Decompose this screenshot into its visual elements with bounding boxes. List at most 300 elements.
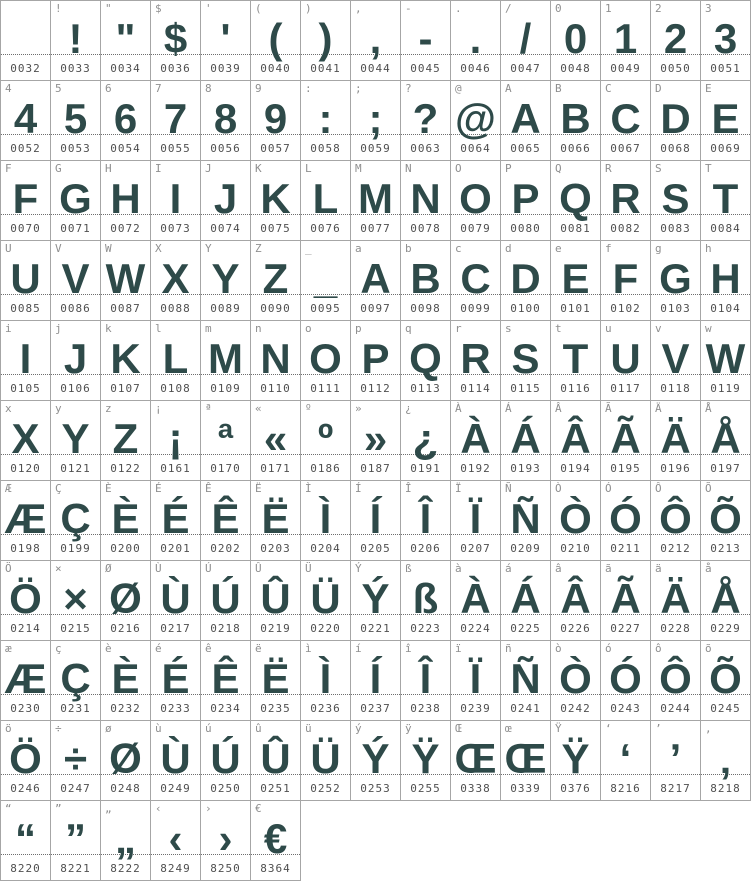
cell-char-label: ù bbox=[155, 722, 162, 735]
cell-char-label: ë bbox=[255, 642, 262, 655]
cell-char-label: L bbox=[305, 162, 312, 175]
baseline-guide bbox=[501, 214, 550, 215]
cell-code: 0225 bbox=[510, 622, 541, 635]
char-cell: @ @ 0064 bbox=[451, 81, 501, 161]
cell-code: 0111 bbox=[310, 382, 341, 395]
cell-char-label: » bbox=[355, 402, 362, 415]
cell-char-label: Í bbox=[355, 482, 362, 495]
char-cell: » » 0187 bbox=[351, 401, 401, 481]
baseline-guide bbox=[551, 374, 600, 375]
cell-code: 8250 bbox=[210, 862, 241, 875]
char-cell: é É 0233 bbox=[151, 641, 201, 721]
baseline-guide bbox=[551, 214, 600, 215]
cell-char-label: U bbox=[5, 242, 12, 255]
baseline-guide bbox=[1, 454, 50, 455]
baseline-guide bbox=[501, 134, 550, 135]
char-cell: ý Ý 0253 bbox=[351, 721, 401, 801]
cell-code: 0215 bbox=[60, 622, 91, 635]
cell-code: 0193 bbox=[510, 462, 541, 475]
char-cell: ‹ ‹ 8249 bbox=[151, 801, 201, 881]
cell-code: 0203 bbox=[260, 542, 291, 555]
char-cell: Ý Ý 0221 bbox=[351, 561, 401, 641]
char-cell: t T 0116 bbox=[551, 321, 601, 401]
cell-code: 0056 bbox=[210, 142, 241, 155]
cell-char-label: W bbox=[105, 242, 112, 255]
cell-char-label: B bbox=[555, 82, 562, 95]
cell-code: 0118 bbox=[660, 382, 691, 395]
cell-char-label: ( bbox=[255, 2, 262, 15]
cell-char-label: 8 bbox=[205, 82, 212, 95]
char-cell: û Û 0251 bbox=[251, 721, 301, 801]
char-cell: 0 0 0048 bbox=[551, 1, 601, 81]
cell-char-label: g bbox=[655, 242, 662, 255]
cell-char-label: ç bbox=[55, 642, 62, 655]
char-cell: õ Õ 0245 bbox=[701, 641, 751, 721]
baseline-guide bbox=[1, 374, 50, 375]
char-cell: Ì Ì 0204 bbox=[301, 481, 351, 561]
cell-char-label: Õ bbox=[705, 482, 712, 495]
baseline-guide bbox=[251, 694, 300, 695]
baseline-guide bbox=[151, 214, 200, 215]
baseline-guide bbox=[151, 614, 200, 615]
cell-code: 0100 bbox=[510, 302, 541, 315]
char-cell: _ _ 0095 bbox=[301, 241, 351, 321]
baseline-guide bbox=[451, 774, 500, 775]
baseline-guide bbox=[101, 374, 150, 375]
cell-code: 0055 bbox=[160, 142, 191, 155]
cell-char-label: ú bbox=[205, 722, 212, 735]
baseline-guide bbox=[351, 454, 400, 455]
cell-code: 0250 bbox=[210, 782, 241, 795]
baseline-guide bbox=[551, 294, 600, 295]
char-cell: ì Ì 0236 bbox=[301, 641, 351, 721]
cell-char-label: R bbox=[605, 162, 612, 175]
cell-char-label: Ø bbox=[105, 562, 112, 575]
baseline-guide bbox=[351, 294, 400, 295]
cell-code: 0046 bbox=[460, 62, 491, 75]
cell-code: 0230 bbox=[10, 702, 41, 715]
cell-char-label: î bbox=[405, 642, 412, 655]
baseline-guide bbox=[601, 134, 650, 135]
baseline-guide bbox=[351, 534, 400, 535]
char-cell: c C 0099 bbox=[451, 241, 501, 321]
cell-code: 0246 bbox=[10, 782, 41, 795]
cell-char-label: Ë bbox=[255, 482, 262, 495]
cell-char-label: l bbox=[155, 322, 162, 335]
baseline-guide bbox=[201, 134, 250, 135]
cell-char-label: º bbox=[305, 402, 312, 415]
baseline-guide bbox=[551, 614, 600, 615]
baseline-guide bbox=[101, 294, 150, 295]
baseline-guide bbox=[151, 774, 200, 775]
char-cell: " " 0034 bbox=[101, 1, 151, 81]
char-cell: É É 0201 bbox=[151, 481, 201, 561]
char-cell: ä Ä 0228 bbox=[651, 561, 701, 641]
baseline-guide bbox=[1, 534, 50, 535]
char-cell: ñ Ñ 0241 bbox=[501, 641, 551, 721]
baseline-guide bbox=[201, 614, 250, 615]
cell-code: 0034 bbox=[110, 62, 141, 75]
cell-code: 0033 bbox=[60, 62, 91, 75]
char-cell: Ö Ö 0214 bbox=[1, 561, 51, 641]
cell-code: 0048 bbox=[560, 62, 591, 75]
baseline-guide bbox=[201, 774, 250, 775]
cell-code: 0121 bbox=[60, 462, 91, 475]
cell-char-label: y bbox=[55, 402, 62, 415]
baseline-guide bbox=[301, 534, 350, 535]
cell-code: 0245 bbox=[710, 702, 741, 715]
char-cell: ' ' 0039 bbox=[201, 1, 251, 81]
cell-char-label: v bbox=[655, 322, 662, 335]
baseline-guide bbox=[701, 294, 750, 295]
cell-code: 0066 bbox=[560, 142, 591, 155]
cell-code: 0237 bbox=[360, 702, 391, 715]
baseline-guide bbox=[151, 54, 200, 55]
baseline-guide bbox=[51, 774, 100, 775]
char-cell: ” ” 8221 bbox=[51, 801, 101, 881]
cell-char-label: i bbox=[5, 322, 12, 335]
cell-char-label: ý bbox=[355, 722, 362, 735]
cell-char-label: , bbox=[355, 2, 362, 15]
cell-code: 0097 bbox=[360, 302, 391, 315]
cell-code: 8216 bbox=[610, 782, 641, 795]
cell-char-label: x bbox=[5, 402, 12, 415]
char-cell: ü Ü 0252 bbox=[301, 721, 351, 801]
cell-code: 0054 bbox=[110, 142, 141, 155]
char-cell: y Y 0121 bbox=[51, 401, 101, 481]
char-cell: w W 0119 bbox=[701, 321, 751, 401]
char-cell: Ñ Ñ 0209 bbox=[501, 481, 551, 561]
char-cell: ÷ ÷ 0247 bbox=[51, 721, 101, 801]
char-cell: Ê Ê 0202 bbox=[201, 481, 251, 561]
char-cell: “ “ 8220 bbox=[1, 801, 51, 881]
cell-char-label: t bbox=[555, 322, 562, 335]
cell-char-label: p bbox=[355, 322, 362, 335]
char-cell: V V 0086 bbox=[51, 241, 101, 321]
cell-code: 0204 bbox=[310, 542, 341, 555]
baseline-guide bbox=[251, 454, 300, 455]
baseline-guide bbox=[351, 694, 400, 695]
cell-char-label: ø bbox=[105, 722, 112, 735]
cell-code: 0120 bbox=[10, 462, 41, 475]
cell-char-label: - bbox=[405, 2, 412, 15]
char-cell: ? ? 0063 bbox=[401, 81, 451, 161]
cell-char-label: ñ bbox=[505, 642, 512, 655]
cell-char-label: ? bbox=[405, 82, 412, 95]
cell-code: 0059 bbox=[360, 142, 391, 155]
cell-code: 0057 bbox=[260, 142, 291, 155]
cell-code: 0081 bbox=[560, 222, 591, 235]
cell-char-label: ü bbox=[305, 722, 312, 735]
baseline-guide bbox=[401, 54, 450, 55]
baseline-guide bbox=[151, 134, 200, 135]
cell-char-label: h bbox=[705, 242, 712, 255]
baseline-guide bbox=[151, 694, 200, 695]
baseline-guide bbox=[651, 694, 700, 695]
baseline-guide bbox=[151, 534, 200, 535]
char-cell: æ Æ 0230 bbox=[1, 641, 51, 721]
cell-code: 0104 bbox=[710, 302, 741, 315]
cell-code: 0090 bbox=[260, 302, 291, 315]
cell-char-label: Ä bbox=[655, 402, 662, 415]
char-cell: , , 0044 bbox=[351, 1, 401, 81]
char-cell: ô Ô 0244 bbox=[651, 641, 701, 721]
char-cell: B B 0066 bbox=[551, 81, 601, 161]
baseline-guide bbox=[201, 214, 250, 215]
cell-char-label: " bbox=[105, 2, 112, 15]
char-cell: 2 2 0050 bbox=[651, 1, 701, 81]
baseline-guide bbox=[201, 294, 250, 295]
cell-code: 0075 bbox=[260, 222, 291, 235]
cell-char-label: ‚ bbox=[705, 722, 712, 735]
char-cell: S S 0083 bbox=[651, 161, 701, 241]
cell-char-label: o bbox=[305, 322, 312, 335]
cell-char-label: À bbox=[455, 402, 462, 415]
cell-char-label: « bbox=[255, 402, 262, 415]
cell-char-label: N bbox=[405, 162, 412, 175]
cell-char-label: D bbox=[655, 82, 662, 95]
baseline-guide bbox=[701, 374, 750, 375]
cell-code: 0070 bbox=[10, 222, 41, 235]
baseline-guide bbox=[251, 854, 300, 855]
char-cell: Ø Ø 0216 bbox=[101, 561, 151, 641]
baseline-guide bbox=[651, 454, 700, 455]
char-cell: K K 0075 bbox=[251, 161, 301, 241]
cell-code: 0087 bbox=[110, 302, 141, 315]
char-cell: n N 0110 bbox=[251, 321, 301, 401]
char-cell: - - 0045 bbox=[401, 1, 451, 81]
baseline-guide bbox=[351, 774, 400, 775]
cell-char-label: u bbox=[605, 322, 612, 335]
cell-code: 0053 bbox=[60, 142, 91, 155]
baseline-guide bbox=[51, 854, 100, 855]
baseline-guide bbox=[201, 534, 250, 535]
char-cell: œ Œ 0339 bbox=[501, 721, 551, 801]
cell-char-label: ª bbox=[205, 402, 212, 415]
baseline-guide bbox=[401, 294, 450, 295]
cell-code: 8222 bbox=[110, 862, 141, 875]
cell-code: 0191 bbox=[410, 462, 441, 475]
baseline-guide bbox=[701, 214, 750, 215]
baseline-guide bbox=[401, 214, 450, 215]
baseline-guide bbox=[101, 454, 150, 455]
baseline-guide bbox=[551, 134, 600, 135]
baseline-guide bbox=[501, 294, 550, 295]
baseline-guide bbox=[351, 374, 400, 375]
baseline-guide bbox=[251, 214, 300, 215]
char-cell: Ô Ô 0212 bbox=[651, 481, 701, 561]
cell-code: 0101 bbox=[560, 302, 591, 315]
char-cell: Ç Ç 0199 bbox=[51, 481, 101, 561]
baseline-guide bbox=[351, 54, 400, 55]
baseline-guide bbox=[301, 774, 350, 775]
cell-char-label: Ö bbox=[5, 562, 12, 575]
char-cell: l L 0108 bbox=[151, 321, 201, 401]
cell-code: 0236 bbox=[310, 702, 341, 715]
char-cell: Å Å 0197 bbox=[701, 401, 751, 481]
char-cell: d D 0100 bbox=[501, 241, 551, 321]
char-cell: ( ( 0040 bbox=[251, 1, 301, 81]
baseline-guide bbox=[701, 54, 750, 55]
cell-code: 0212 bbox=[660, 542, 691, 555]
cell-code: 0199 bbox=[60, 542, 91, 555]
char-cell: E E 0069 bbox=[701, 81, 751, 161]
cell-code: 0248 bbox=[110, 782, 141, 795]
baseline-guide bbox=[201, 374, 250, 375]
char-cell: ’ ’ 8217 bbox=[651, 721, 701, 801]
cell-code: 0197 bbox=[710, 462, 741, 475]
baseline-guide bbox=[651, 374, 700, 375]
cell-code: 0067 bbox=[610, 142, 641, 155]
char-cell: R R 0082 bbox=[601, 161, 651, 241]
cell-code: 0217 bbox=[160, 622, 191, 635]
char-cell: Q Q 0081 bbox=[551, 161, 601, 241]
cell-code: 0122 bbox=[110, 462, 141, 475]
cell-char-label: d bbox=[505, 242, 512, 255]
cell-char-label: 5 bbox=[55, 82, 62, 95]
cell-code: 0207 bbox=[460, 542, 491, 555]
cell-char-label: Ü bbox=[305, 562, 312, 575]
cell-char-label: å bbox=[705, 562, 712, 575]
baseline-guide bbox=[251, 774, 300, 775]
cell-code: 0243 bbox=[610, 702, 641, 715]
char-cell: $ $ 0036 bbox=[151, 1, 201, 81]
char-cell: À À 0192 bbox=[451, 401, 501, 481]
baseline-guide bbox=[551, 694, 600, 695]
cell-code: 0234 bbox=[210, 702, 241, 715]
char-cell: × × 0215 bbox=[51, 561, 101, 641]
cell-char-label: T bbox=[705, 162, 712, 175]
cell-code: 0044 bbox=[360, 62, 391, 75]
cell-char-label: Å bbox=[705, 402, 712, 415]
char-cell: J J 0074 bbox=[201, 161, 251, 241]
cell-code: 0114 bbox=[460, 382, 491, 395]
cell-code: 0223 bbox=[410, 622, 441, 635]
char-cell: â Â 0226 bbox=[551, 561, 601, 641]
char-cell: ï Ï 0239 bbox=[451, 641, 501, 721]
cell-code: 0112 bbox=[360, 382, 391, 395]
char-cell bbox=[1, 1, 51, 81]
cell-char-label: à bbox=[455, 562, 462, 575]
cell-char-label: ÷ bbox=[55, 722, 62, 735]
cell-code: 0041 bbox=[310, 62, 341, 75]
baseline-guide bbox=[551, 454, 600, 455]
baseline-guide bbox=[401, 534, 450, 535]
cell-char-label: j bbox=[55, 322, 62, 335]
cell-char-label: Ó bbox=[605, 482, 612, 495]
cell-code: 0170 bbox=[210, 462, 241, 475]
baseline-guide bbox=[401, 374, 450, 375]
cell-code: 0220 bbox=[310, 622, 341, 635]
cell-code: 0106 bbox=[60, 382, 91, 395]
cell-code: 0195 bbox=[610, 462, 641, 475]
cell-char-label: $ bbox=[155, 2, 162, 15]
cell-code: 0198 bbox=[10, 542, 41, 555]
char-cell: á Á 0225 bbox=[501, 561, 551, 641]
baseline-guide bbox=[101, 614, 150, 615]
cell-char-label: Ñ bbox=[505, 482, 512, 495]
char-cell: D D 0068 bbox=[651, 81, 701, 161]
cell-code: 0032 bbox=[10, 62, 41, 75]
baseline-guide bbox=[301, 374, 350, 375]
char-cell: X X 0088 bbox=[151, 241, 201, 321]
char-cell: Õ Õ 0213 bbox=[701, 481, 751, 561]
cell-char-label: Z bbox=[255, 242, 262, 255]
cell-char-label: ¡ bbox=[155, 402, 162, 415]
baseline-guide bbox=[401, 774, 450, 775]
cell-code: 0202 bbox=[210, 542, 241, 555]
baseline-guide bbox=[351, 134, 400, 135]
char-cell: P P 0080 bbox=[501, 161, 551, 241]
cell-code: 0051 bbox=[710, 62, 741, 75]
cell-char-label: Œ bbox=[455, 722, 462, 735]
cell-code: 0219 bbox=[260, 622, 291, 635]
char-cell: W W 0087 bbox=[101, 241, 151, 321]
cell-code: 8221 bbox=[60, 862, 91, 875]
baseline-guide bbox=[51, 614, 100, 615]
char-cell: M M 0077 bbox=[351, 161, 401, 241]
baseline-guide bbox=[501, 374, 550, 375]
baseline-guide bbox=[251, 614, 300, 615]
baseline-guide bbox=[651, 534, 700, 535]
char-cell: C C 0067 bbox=[601, 81, 651, 161]
cell-code: 0119 bbox=[710, 382, 741, 395]
baseline-guide bbox=[1, 294, 50, 295]
cell-char-label: E bbox=[705, 82, 712, 95]
cell-code: 0228 bbox=[660, 622, 691, 635]
cell-char-label: Ÿ bbox=[555, 722, 562, 735]
cell-code: 0194 bbox=[560, 462, 591, 475]
baseline-guide bbox=[651, 614, 700, 615]
baseline-guide bbox=[151, 854, 200, 855]
cell-code: 0205 bbox=[360, 542, 391, 555]
cell-code: 0110 bbox=[260, 382, 291, 395]
baseline-guide bbox=[101, 854, 150, 855]
cell-char-label: m bbox=[205, 322, 212, 335]
cell-code: 0071 bbox=[60, 222, 91, 235]
baseline-guide bbox=[401, 614, 450, 615]
cell-char-label: Ý bbox=[355, 562, 362, 575]
baseline-guide bbox=[651, 774, 700, 775]
char-cell: 4 4 0052 bbox=[1, 81, 51, 161]
cell-char-label: ; bbox=[355, 82, 362, 95]
baseline-guide bbox=[551, 54, 600, 55]
char-cell: U U 0085 bbox=[1, 241, 51, 321]
cell-char-label: M bbox=[355, 162, 362, 175]
cell-code: 0241 bbox=[510, 702, 541, 715]
char-cell: m M 0109 bbox=[201, 321, 251, 401]
cell-char-label: û bbox=[255, 722, 262, 735]
cell-char-label: „ bbox=[105, 802, 112, 815]
baseline-guide bbox=[601, 614, 650, 615]
cell-code: 0079 bbox=[460, 222, 491, 235]
baseline-guide bbox=[201, 854, 250, 855]
cell-code: 0095 bbox=[310, 302, 341, 315]
baseline-guide bbox=[101, 534, 150, 535]
char-cell: . . 0046 bbox=[451, 1, 501, 81]
baseline-guide bbox=[451, 534, 500, 535]
cell-char-label: ’ bbox=[655, 722, 662, 735]
cell-code: 0249 bbox=[160, 782, 191, 795]
char-cell: ; ; 0059 bbox=[351, 81, 401, 161]
cell-char-label: Ê bbox=[205, 482, 212, 495]
cell-char-label: ã bbox=[605, 562, 612, 575]
char-cell: I I 0073 bbox=[151, 161, 201, 241]
char-cell: à À 0224 bbox=[451, 561, 501, 641]
cell-code: 0252 bbox=[310, 782, 341, 795]
cell-code: 0231 bbox=[60, 702, 91, 715]
cell-code: 0109 bbox=[210, 382, 241, 395]
